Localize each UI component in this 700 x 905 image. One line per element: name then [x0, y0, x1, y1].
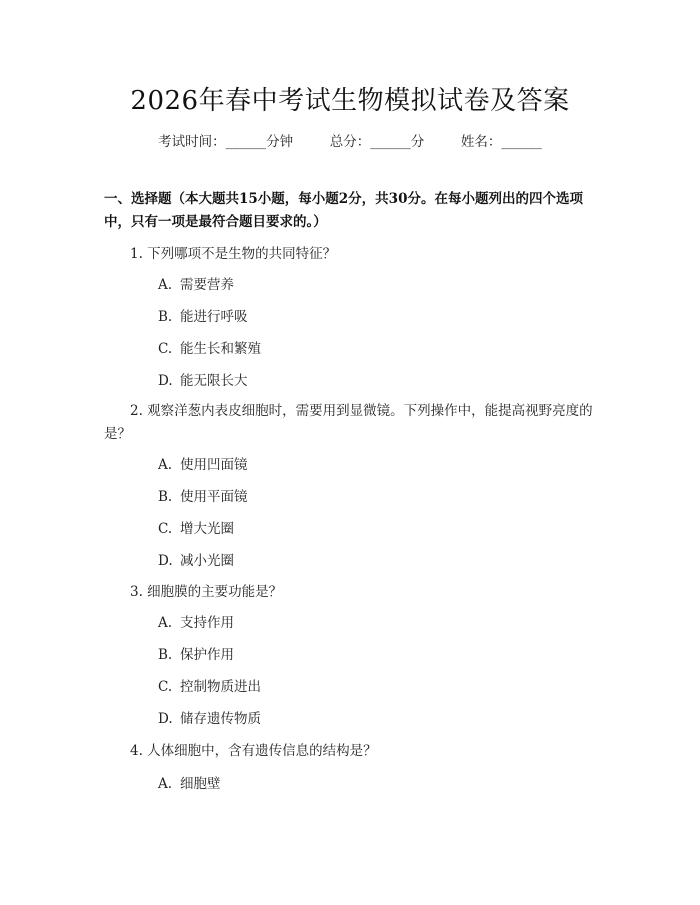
- option-text: 能进行呼吸: [180, 309, 248, 325]
- option-letter: D.: [158, 373, 173, 389]
- option-text: 需要营养: [180, 277, 234, 293]
- option-b: [158, 645, 234, 665]
- question-text: 3. 细胞膜的主要功能是？: [130, 584, 283, 600]
- option-text: 细胞壁: [180, 776, 221, 792]
- option-text: 能无限长大: [180, 373, 248, 389]
- option-letter: A.: [158, 277, 173, 293]
- question-2: [104, 400, 604, 569]
- option-b: [158, 307, 248, 327]
- exam-info-line: [0, 130, 700, 150]
- option-d: [158, 371, 248, 391]
- option-text: 保护作用: [180, 647, 234, 663]
- option-d: [158, 709, 261, 729]
- question-4: [104, 740, 604, 792]
- page-title: 2026年春中考试生物模拟试卷及答案: [130, 86, 570, 116]
- option-letter: D.: [158, 711, 173, 727]
- question-text: 2. 观察洋葱内表皮细胞时，需要用到显微镜。下列操作中，能提高视野亮度的是？: [104, 403, 593, 442]
- section-heading: 一、选择题（本大题共15小题，每小题2分，共30分。在每小题列出的四个选项中，只有一项是最符合题目要求的。）: [104, 191, 583, 230]
- option-letter: A.: [158, 615, 173, 631]
- time-blank: ______: [225, 134, 267, 150]
- option-c: [158, 677, 261, 697]
- option-letter: A.: [158, 457, 173, 473]
- option-letter: C.: [158, 521, 173, 537]
- option-d: [158, 551, 234, 571]
- score-unit: 分: [410, 134, 425, 150]
- option-letter: B.: [158, 309, 173, 325]
- option-text: 支持作用: [180, 615, 234, 631]
- option-letter: C.: [158, 679, 173, 695]
- option-letter: A.: [158, 776, 173, 792]
- question-text: 4. 人体细胞中，含有遗传信息的结构是？: [130, 743, 377, 759]
- question-text: 1. 下列哪项不是生物的共同特征？: [130, 246, 337, 262]
- time-label: 考试时间：: [158, 134, 226, 150]
- option-a: [158, 275, 234, 295]
- option-text: 增大光圈: [180, 521, 234, 537]
- question-3: [104, 581, 604, 727]
- option-text: 能生长和繁殖: [180, 341, 261, 357]
- option-a: [158, 455, 248, 475]
- option-text: 控制物质进出: [180, 679, 261, 695]
- score-label: 总分：: [329, 134, 371, 150]
- option-text: 使用平面镜: [180, 489, 248, 505]
- option-letter: C.: [158, 341, 173, 357]
- option-b: [158, 487, 248, 507]
- question-1: [104, 243, 604, 389]
- option-letter: B.: [158, 489, 173, 505]
- option-c: [158, 339, 261, 359]
- option-letter: B.: [158, 647, 173, 663]
- option-c: [158, 519, 234, 539]
- name-label: 姓名：: [460, 134, 502, 150]
- option-a: [158, 613, 234, 633]
- time-unit: 分钟: [266, 134, 294, 150]
- name-blank: ______: [501, 134, 542, 150]
- option-text: 储存遗传物质: [180, 711, 261, 727]
- score-blank: ______: [370, 134, 411, 150]
- option-text: 使用凹面镜: [180, 457, 248, 473]
- option-letter: D.: [158, 553, 173, 569]
- option-a: [158, 774, 221, 794]
- option-text: 减小光圈: [180, 553, 234, 569]
